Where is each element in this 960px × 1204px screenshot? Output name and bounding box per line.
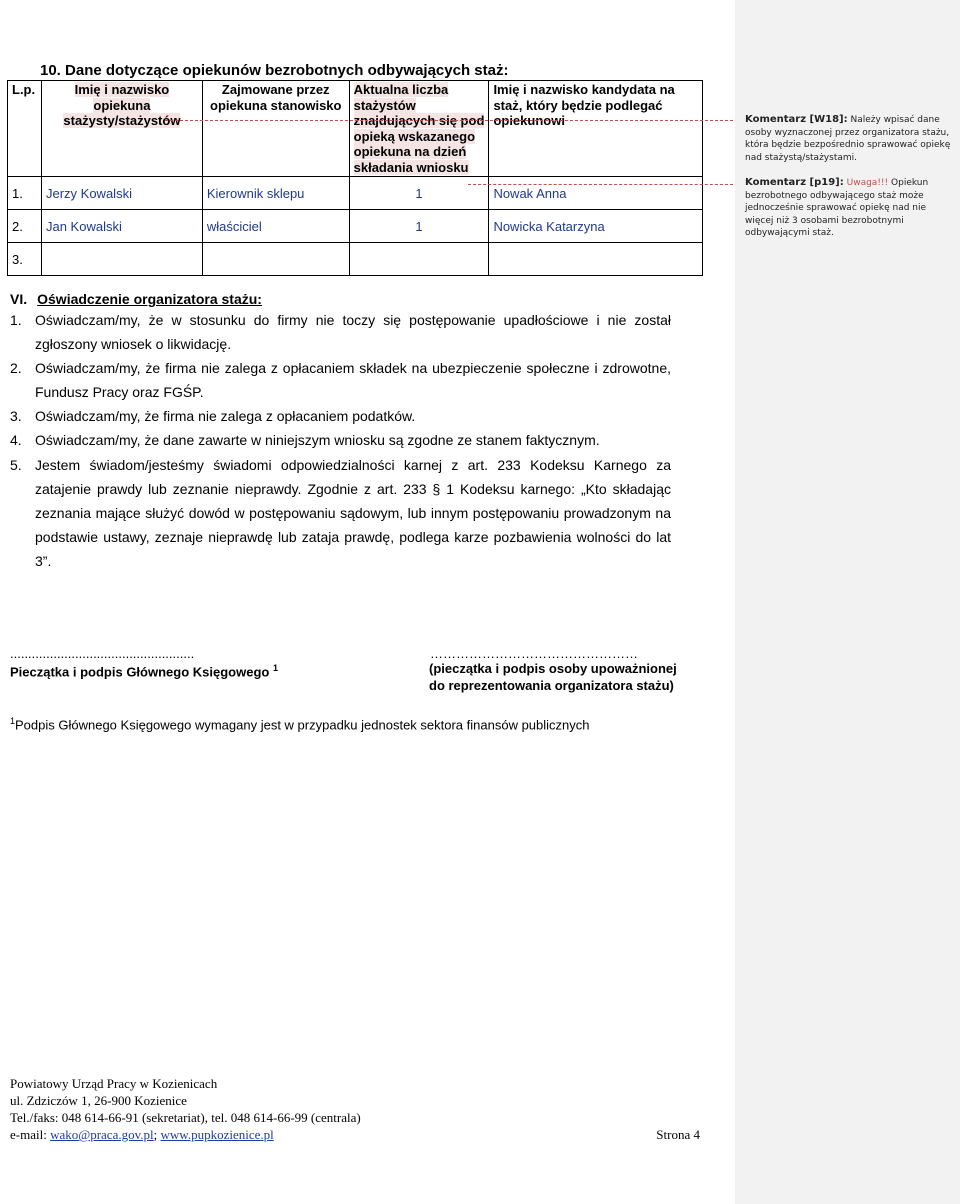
row-candidate (489, 243, 703, 276)
signature-label-left-text: Pieczątka i podpis Głównego Księgowego (10, 664, 270, 680)
row-name: Jerzy Kowalski (41, 177, 202, 210)
header-count-text: Aktualna liczba stażystów znajdujących się pod opieką wskazanego opiekuna na dzień składania wniosku (353, 82, 485, 175)
comment-text: Opiekun bezrobotnego odbywającego staż może jednocześnie sprawować opiekę nad nie więcej niż 3 osobami bezrobotnymi odbywającymi staż. (745, 178, 929, 238)
declaration-item (10, 404, 697, 428)
declaration-number: 1. (10, 312, 22, 328)
section-6-number: VI. (10, 291, 28, 307)
row-count (349, 243, 489, 276)
declaration-item (10, 308, 697, 356)
comment-text: Należy wpisać dane osoby wyznaczonej przez organizatora stażu, która będzie bezpośrednio sprawować opiekę nad stażystą/stażystami. (745, 115, 951, 163)
header-name-text: Imię i nazwisko opiekuna stażysty/stażystów (63, 82, 181, 128)
row-lp: 1. (8, 177, 42, 210)
section-6-title (10, 291, 262, 307)
row-candidate: Nowicka Katarzyna (489, 210, 703, 243)
comment-p19[interactable] (745, 177, 955, 240)
footnote-text: Podpis Głównego Księgowego wymagany jest w przypadku jednostek sektora finansów publicznych (15, 717, 590, 733)
signature-label-right-line1: (pieczątka i podpis osoby upoważnionej (429, 661, 677, 676)
footer-contact (10, 1126, 700, 1143)
comment-connector-line (468, 184, 733, 185)
signature-label-right-line2: do reprezentowania organizatora stażu) (429, 678, 674, 693)
row-position: właściciel (202, 210, 349, 243)
declaration-item (10, 453, 697, 573)
row-name (41, 243, 202, 276)
declaration-text: Oświadczam/my, że firma nie zalega z opłacaniem podatków. (35, 408, 416, 424)
mentors-table (7, 80, 703, 276)
declaration-number: 4. (10, 432, 22, 448)
header-lp: L.p. (8, 81, 42, 177)
declaration-text: Oświadczam/my, że firma nie zalega z opłacaniem składek na ubezpieczenie społeczne i zdrowotne, Fundusz Pracy oraz FGŚP. (35, 360, 671, 400)
page-number: Strona 4 (656, 1127, 700, 1142)
declaration-number: 3. (10, 408, 22, 424)
section-10-title: 10. Dane dotyczące opiekunów bezrobotnych odbywających staż: (40, 62, 509, 79)
section-6-heading: Oświadczenie organizatora stażu: (37, 291, 262, 307)
table-row (8, 243, 703, 276)
signature-line-left: ................................................... (10, 646, 195, 661)
row-name: Jan Kowalski (41, 210, 202, 243)
table-row (8, 177, 703, 210)
signature-line-right: ………………………………………… (430, 646, 638, 661)
email-link[interactable]: wako@praca.gov.pl (50, 1127, 154, 1142)
table-row (8, 210, 703, 243)
declaration-text: Oświadczam/my, że dane zawarte w niniejszym wniosku są zgodne ze stanem faktycznym. (35, 432, 600, 448)
page-footer (10, 1075, 700, 1143)
footnote-number: 1 (10, 716, 16, 726)
row-position (202, 243, 349, 276)
row-lp: 3. (8, 243, 42, 276)
row-position: Kierownik sklepu (202, 177, 349, 210)
footer-phone: Tel./faks: 048 614-66-91 (sekretariat), tel. 048 614-66-99 (centrala) (10, 1110, 361, 1125)
declaration-text: Oświadczam/my, że w stosunku do firmy nie toczy się postępowanie upadłościowe i nie został zgłoszony wniosek o likwidację. (35, 312, 671, 352)
signature-label-left (10, 660, 278, 680)
declaration-item (10, 356, 697, 404)
declaration-number: 2. (10, 360, 22, 376)
comment-title: Komentarz [W18]: (745, 114, 848, 125)
comment-connector-line (165, 120, 733, 121)
comment-warning: Uwaga!!! (846, 178, 889, 188)
signature-label-right (429, 660, 677, 694)
row-lp: 2. (8, 210, 42, 243)
website-link[interactable]: www.pupkozienice.pl (160, 1127, 274, 1142)
footer-address: ul. Zdziczów 1, 26-900 Kozienice (10, 1093, 187, 1108)
header-name (41, 81, 202, 177)
footer-office: Powiatowy Urząd Pracy w Kozienicach (10, 1076, 218, 1091)
header-position: Zajmowane przez opiekuna stanowisko (202, 81, 349, 177)
footnote-marker: 1 (272, 663, 278, 673)
separator: ; (153, 1127, 161, 1142)
declaration-item (10, 428, 697, 452)
row-count: 1 (349, 177, 489, 210)
comment-title: Komentarz [p19]: (745, 177, 844, 188)
declaration-number: 5. (10, 457, 22, 473)
email-label: e-mail: (10, 1127, 51, 1142)
footnote (10, 716, 590, 732)
header-count (349, 81, 489, 177)
header-candidate: Imię i nazwisko kandydata na staż, który będzie podlegać opiekunowi (489, 81, 703, 177)
declaration-text: Jestem świadom/jesteśmy świadomi odpowiedzialności karnej z art. 233 Kodeksu Karnego za zatajenie prawdy lub zeznanie nieprawdy. Zgodnie z art. 233 § 1 Kodeksu karnego: „Kto składając zeznania mające służyć dowód w postępowaniu sądowym, lub innym postępowaniu prowadzonym na podstawie ustawy, zeznaje nieprawdę lub zataja prawdę, podlega karze pozbawienia wolności do lat 3”. (35, 457, 671, 569)
row-count: 1 (349, 210, 489, 243)
comment-w18[interactable] (745, 114, 955, 164)
table-header-row (8, 81, 703, 177)
row-candidate: Nowak Anna (489, 177, 703, 210)
